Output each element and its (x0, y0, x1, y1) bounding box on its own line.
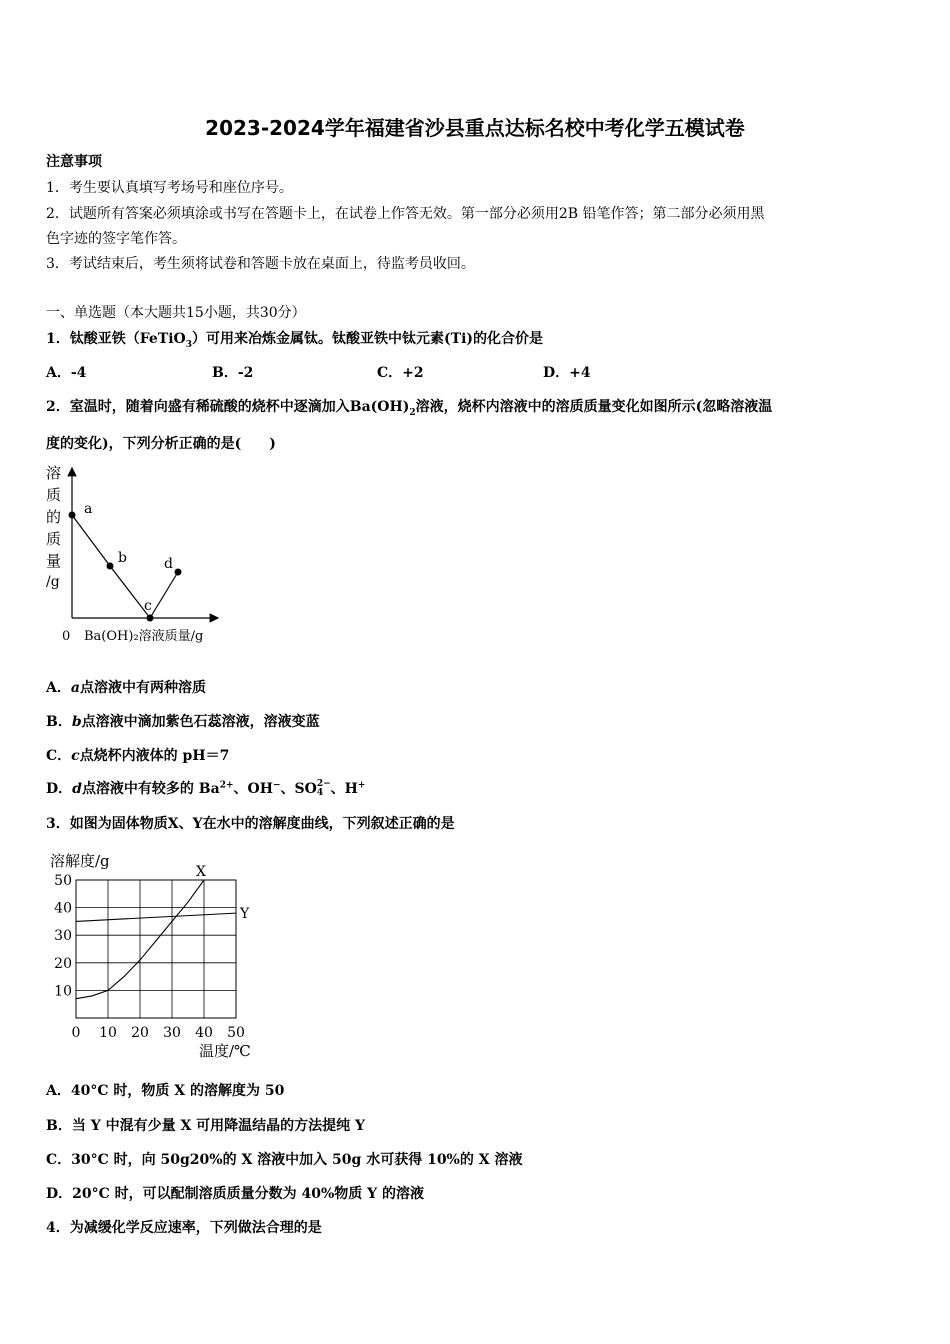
q1-stem (46, 328, 543, 350)
q3-option-d: D．20°C 时，可以配制溶质质量分数为 40%物质 Y 的溶液 (46, 1186, 425, 1202)
q2-option-d-sup3: + (357, 780, 366, 791)
q2-ylabel-3: 的 (46, 508, 62, 526)
q2-point-a (69, 512, 76, 519)
q2-option-d-text-a: 点溶液中有较多的 Ba (81, 781, 220, 797)
q2-option-d-so4-sup: 2− (316, 779, 331, 789)
x-axis-label: 温度/℃ (199, 1042, 251, 1060)
notice-item-2-cont: 色字迹的签字笔作答。 (46, 231, 186, 247)
q4-stem: 4．为减缓化学反应速率，下列做法合理的是 (46, 1220, 322, 1236)
q2-label-a: a (84, 501, 93, 517)
q1-option-d: D．+4 (543, 365, 591, 381)
q2-option-d-text-d: 、H (330, 781, 358, 797)
q2-option-c-var: c (71, 748, 80, 764)
page-title: 2023-2024学年福建省沙县重点达标名校中考化学五模试卷 (205, 116, 745, 140)
q2-stem-line1 (46, 396, 772, 418)
q3-option-b: B．当 Y 中混有少量 X 可用降温结晶的方法提纯 Y (46, 1118, 366, 1134)
q2-option-a-text: 点溶液中有两种溶质 (79, 680, 206, 696)
series-line-y (76, 913, 236, 921)
q1-option-b: B．-2 (212, 365, 254, 381)
x-tick-label: 40 (195, 1025, 213, 1041)
q3-stem: 3．如图为固体物质X、Y在水中的溶解度曲线，下列叙述正确的是 (46, 816, 455, 832)
q2-ylabel-5: 量 (46, 552, 62, 570)
y-tick-label: 20 (54, 955, 72, 972)
q2-ylabel-4: 质 (46, 530, 62, 548)
q2-label-c: c (144, 598, 152, 614)
section-heading: 一、单选题（本大题共15小题，共30分） (46, 305, 306, 321)
q2-option-d-sup2: − (272, 780, 281, 791)
q2-origin: 0 (62, 629, 71, 644)
q2-option-c (46, 745, 229, 765)
q2-option-c-letter: C． (46, 748, 72, 764)
q2-option-a-var: a (70, 680, 80, 696)
q3-option-c: C．30°C 时，向 50g20%的 X 溶液中加入 50g 水可获得 10%的 X 溶液 (46, 1152, 523, 1168)
q2-option-b (46, 711, 320, 731)
q2-option-d-sup1: 2+ (219, 780, 234, 791)
q2-curve (72, 515, 178, 618)
q1-option-c: C．+2 (377, 365, 424, 381)
q2-ylabel-6: /g (46, 574, 60, 590)
y-axis-label: 溶解度/g (50, 852, 110, 870)
q1-stem-a: 1．钛酸亚铁（FeTiO (46, 331, 186, 347)
y-tick-label: 30 (54, 928, 72, 945)
q1-stem-b: ）可用来冶炼金属钛。钛酸亚铁中钛元素(Ti)的化合价是 (192, 331, 544, 347)
notice-item-2: 2．试题所有答案必须填涂或书写在答题卡上，在试卷上作答无效。第一部分必须用2B 铅笔作答；第二部分必须用黑 (46, 206, 765, 222)
q2-stem-line2: 度的变化)，下列分析正确的是( ) (46, 436, 276, 452)
q2-option-d-so4-sub: 4 (316, 788, 324, 798)
notice-item-3: 3．考试结束后，考生须将试卷和答题卡放在桌面上，待监考员收回。 (46, 256, 475, 272)
notice-item-1: 1．考生要认真填写考场号和座位序号。 (46, 180, 293, 196)
series-label-y: Y (240, 906, 250, 923)
q3-chart-grid (76, 880, 236, 1018)
q2-option-d-so4-scripts (317, 780, 331, 798)
q2-option-d-letter: D． (46, 781, 73, 797)
q2-option-c-text: 点烧杯内液体的 pH＝7 (79, 748, 230, 764)
q3-chart-labels (50, 852, 251, 1060)
q2-point-d (175, 569, 182, 576)
q2-point-c (147, 615, 154, 622)
q1-option-a: A．-4 (46, 365, 87, 381)
q2-line1-a: 2．室温时，随着向盛有稀硫酸的烧杯中逐滴加入Ba(OH) (46, 399, 410, 415)
q2-option-d (46, 778, 365, 798)
x-tick-label: 10 (99, 1025, 117, 1041)
q2-ylabel-2: 质 (46, 486, 62, 504)
q2-option-b-letter: B． (46, 714, 72, 730)
notice-heading: 注意事项 (46, 154, 102, 170)
q2-point-b (107, 563, 114, 570)
q2-label-b: b (118, 550, 127, 566)
q2-option-a (46, 677, 206, 697)
q2-figure (40, 460, 240, 650)
q2-label-d: d (164, 556, 173, 572)
x-tick-label: 30 (163, 1025, 181, 1041)
q3-option-a: A．40°C 时，物质 X 的溶解度为 50 (46, 1083, 285, 1099)
y-tick-label: 50 (54, 873, 72, 889)
q2-option-a-letter: A． (46, 680, 71, 696)
x-tick-label: 20 (131, 1025, 149, 1041)
x-tick-label: 0 (71, 1025, 81, 1041)
q2-option-d-text-b: 、OH (233, 781, 273, 797)
q3-chart-series (76, 880, 236, 999)
q2-line1-b: 溶液，烧杯内溶液中的溶质质量变化如图所示(忽略溶液温 (415, 399, 773, 415)
q2-option-d-text-c: 、SO (280, 781, 317, 797)
q3-solubility-chart (44, 848, 274, 1063)
x-tick-label: 50 (227, 1025, 245, 1041)
q2-option-d-var: d (72, 781, 82, 797)
q2-ylabel-1: 溶 (46, 464, 62, 482)
q2-option-b-text: 点溶液中滴加紫色石蕊溶液，溶液变蓝 (81, 714, 320, 730)
q2-option-b-var: b (71, 714, 82, 730)
chart-frame (76, 880, 236, 1018)
q2-line1-sub: 2 (409, 407, 416, 418)
series-label-x: X (196, 864, 206, 880)
q2-xlabel: Ba(OH)₂溶液质量/g (84, 629, 204, 644)
q1-stem-sub: 3 (185, 339, 193, 350)
y-tick-label: 40 (54, 900, 72, 917)
y-tick-label: 10 (54, 983, 72, 1000)
